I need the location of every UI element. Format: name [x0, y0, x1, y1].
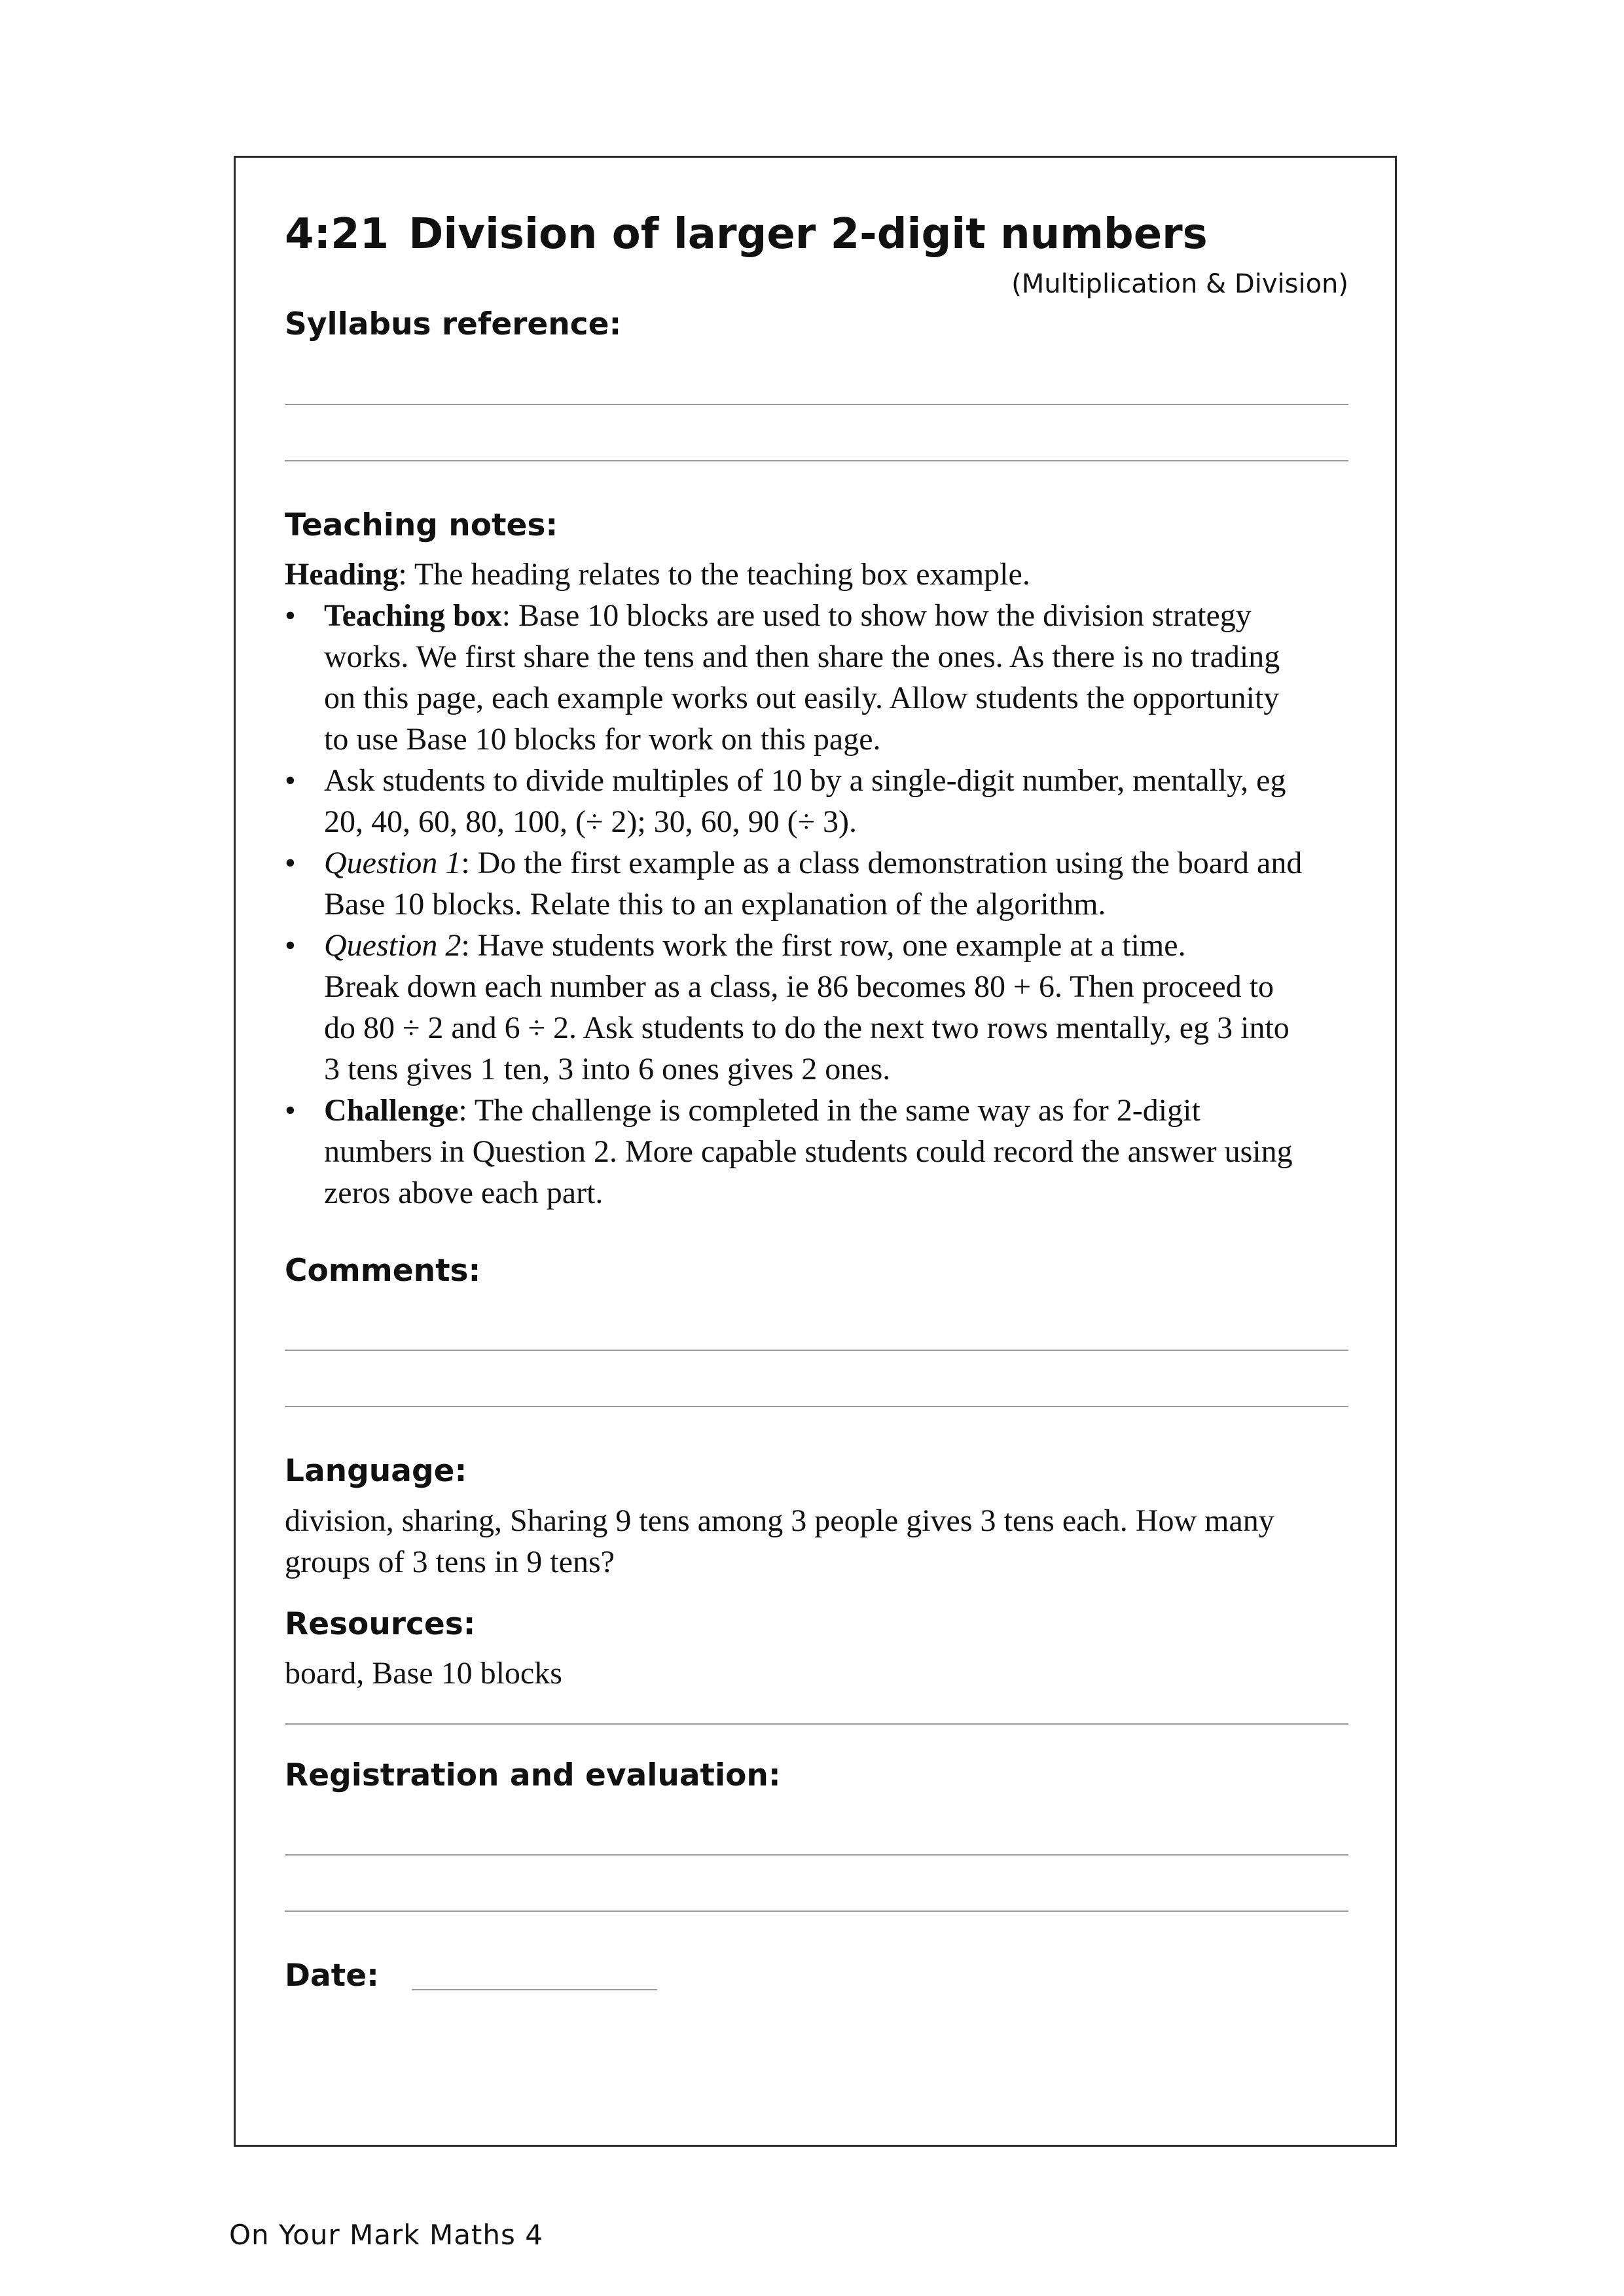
- teaching-note-text: Break down each number as a class, ie 86 becomes 80 + 6. Then proceed to: [324, 969, 1274, 1005]
- teaching-note-text: : Do the first example as a class demonstration using the board and: [461, 846, 1303, 881]
- teaching-note-text: 20, 40, 60, 80, 100, (÷ 2); 30, 60, 90 (÷ 3).: [324, 804, 857, 840]
- teaching-note-text: : Have students work the first row, one example at a time.: [461, 928, 1186, 963]
- teaching-note-line: [324, 1090, 1348, 1131]
- registration-line-2[interactable]: [285, 1910, 1348, 1912]
- teaching-note-lead: Question 1: [324, 846, 461, 881]
- resources-line[interactable]: [285, 1723, 1348, 1725]
- teaching-note-line: [324, 1007, 1348, 1049]
- teaching-note-line: [324, 677, 1348, 719]
- comments-label: Comments:: [285, 1253, 481, 1289]
- syllabus-line-2[interactable]: [285, 460, 1348, 461]
- teaching-note-text: do 80 ÷ 2 and 6 ÷ 2. Ask students to do the next two rows mentally, eg 3 into: [324, 1011, 1290, 1046]
- teaching-note-line: [324, 760, 1348, 801]
- teaching-note-text: numbers in Question 2. More capable students could record the answer using: [324, 1134, 1293, 1170]
- bullet-icon: •: [285, 598, 296, 634]
- language-label: Language:: [285, 1453, 467, 1490]
- registration-label: Registration and evaluation:: [285, 1757, 781, 1794]
- heading-note-text: : The heading relates to the teaching box example.: [398, 557, 1030, 592]
- teaching-note-text: : Base 10 blocks are used to show how the division strategy: [501, 598, 1252, 634]
- resources-text: board, Base 10 blocks: [285, 1656, 562, 1691]
- worksheet-content: [285, 196, 1348, 1993]
- bullet-icon: •: [285, 846, 296, 881]
- teaching-note-text: zeros above each part.: [324, 1175, 604, 1211]
- teaching-note-text: 3 tens gives 1 ten, 3 into 6 ones gives 2 ones.: [324, 1052, 891, 1087]
- teaching-note-line: [324, 842, 1348, 884]
- resources-label: Resources:: [285, 1605, 476, 1642]
- footer-text: On Your Mark Maths 4: [229, 2219, 543, 2251]
- teaching-note-line: [324, 595, 1348, 636]
- teaching-note-text: works. We first share the tens and then share the ones. As there is no trading: [324, 639, 1280, 675]
- teaching-note-lead: Question 2: [324, 928, 461, 963]
- teaching-note-item: [285, 842, 1348, 925]
- bullet-icon: •: [285, 1093, 296, 1128]
- date-row: [285, 1959, 1348, 1993]
- teaching-note-text: : The challenge is completed in the same way as for 2-digit: [458, 1093, 1200, 1128]
- heading-note: [285, 554, 1348, 595]
- teaching-note-item: [285, 595, 1348, 760]
- teaching-note-line: [324, 801, 1348, 842]
- bullet-icon: •: [285, 928, 296, 963]
- teaching-note-item: [285, 1090, 1348, 1213]
- teaching-note-line: [324, 1049, 1348, 1090]
- comments-line-2[interactable]: [285, 1406, 1348, 1407]
- teaching-notes-label: Teaching notes:: [285, 507, 558, 543]
- teaching-note-line: [324, 1172, 1348, 1213]
- teaching-notes-body: [285, 554, 1348, 1213]
- teaching-note-text: on this page, each example works out easily. Allow students the opportunity: [324, 681, 1280, 716]
- teaching-note-item: [285, 925, 1348, 1090]
- teaching-note-lead: Challenge: [324, 1093, 459, 1128]
- teaching-note-line: [324, 636, 1348, 677]
- lesson-title: Division of larger 2-digit numbers: [408, 210, 1208, 259]
- teaching-note-line: [324, 966, 1348, 1007]
- teaching-note-line: [324, 1131, 1348, 1172]
- language-body: [285, 1500, 1348, 1583]
- teaching-note-text: Base 10 blocks. Relate this to an explanation of the algorithm.: [324, 887, 1106, 922]
- date-line[interactable]: [412, 1989, 657, 1990]
- teaching-note-text: to use Base 10 blocks for work on this page.: [324, 722, 881, 757]
- teaching-note-line: [324, 925, 1348, 966]
- comments-line-1[interactable]: [285, 1350, 1348, 1351]
- date-label: Date:: [285, 1958, 379, 1994]
- language-line-2: groups of 3 tens in 9 tens?: [285, 1544, 615, 1579]
- lesson-number: 4:21: [285, 210, 389, 259]
- registration-line-1[interactable]: [285, 1854, 1348, 1856]
- teaching-notes-list: [285, 595, 1348, 1213]
- teaching-note-lead: Teaching box: [324, 598, 502, 634]
- syllabus-line-1[interactable]: [285, 404, 1348, 405]
- page-title: [285, 210, 1348, 259]
- heading-note-lead: Heading: [285, 557, 399, 592]
- strand-label: (Multiplication & Division): [1011, 269, 1348, 299]
- teaching-note-line: [324, 884, 1348, 925]
- bullet-icon: •: [285, 763, 296, 798]
- teaching-note-line: [324, 719, 1348, 760]
- teaching-note-text: Ask students to divide multiples of 10 by a single-digit number, mentally, eg: [324, 763, 1286, 798]
- syllabus-label: Syllabus reference:: [285, 306, 622, 342]
- language-line-1: division, sharing, Sharing 9 tens among 3 people gives 3 tens each. How many: [285, 1503, 1274, 1538]
- teaching-note-item: [285, 760, 1348, 842]
